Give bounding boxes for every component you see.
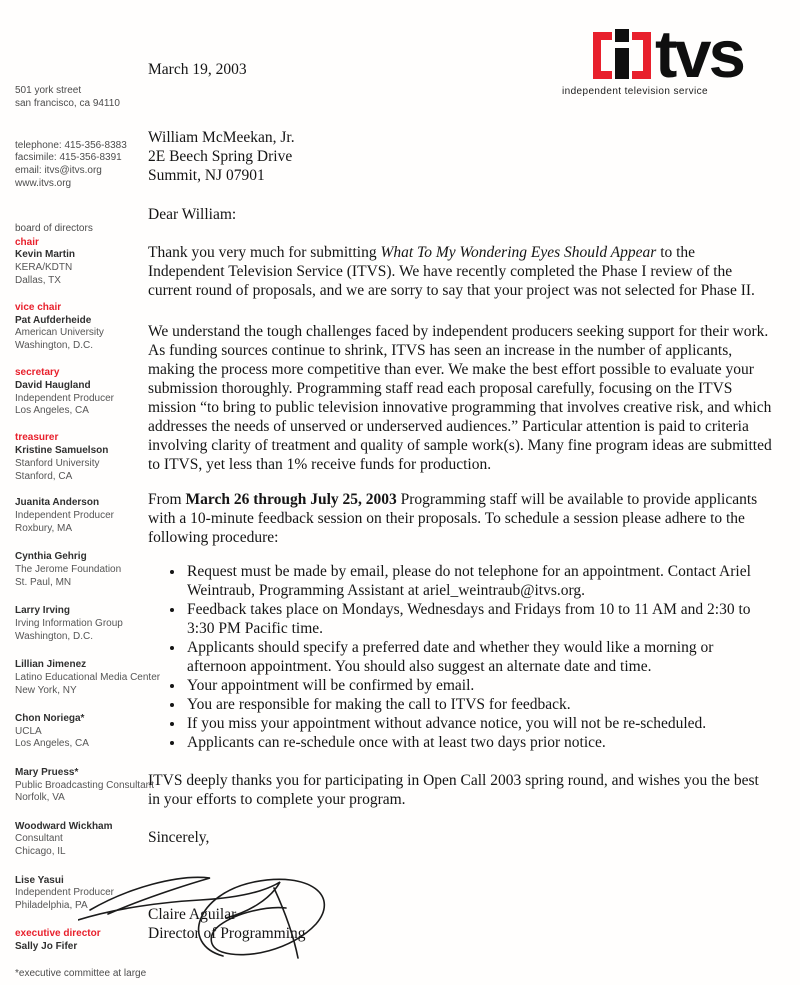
logo-tagline: independent television service — [562, 86, 708, 97]
board-role: chair — [15, 236, 39, 248]
paragraph-feedback-intro — [148, 490, 772, 547]
board-member-city: Washington, D.C. — [15, 340, 93, 352]
board-member-org: Consultant — [15, 833, 63, 845]
board-member-org: Independent Producer — [15, 887, 114, 899]
board-member-city: New York, NY — [15, 684, 77, 696]
paragraph-text: From — [148, 490, 186, 508]
board-member — [15, 302, 155, 353]
board-member-name: Pat Aufderheide — [15, 314, 92, 326]
address-block — [15, 85, 155, 111]
board-member-name: Larry Irving — [15, 605, 71, 617]
board-member-city: Chicago, IL — [15, 846, 66, 858]
board-member-org: Independent Producer — [15, 392, 114, 404]
paragraph-closing: ITVS deeply thanks you for participating in Open Call 2003 spring round, and wishes you the best in your efforts to complete your program. — [148, 772, 759, 808]
board-member — [15, 821, 155, 859]
paragraph-explanation: We understand the tough challenges faced by independent producers seeking support for their work. As funding sources continue to shrink, ITVS has seen an increase in the number of applicants, making the process more competitive than ever. We make the best effort possible to evaluate your submission thoroughly. Programming staff read each proposal carefully, focusing on the ITVS mission “to bring to public television innovative programming that involves creative risk, and which addresses the needs of unserved or underserved audiences.” Particular attention is paid to criteria involving clarity of treatment and quality of sample work(s). Many fine program ideas are submitted to ITVS, yet less than 1% receive funds for production. — [148, 323, 772, 473]
salutation: Dear William: — [148, 206, 237, 223]
bullet-item: • Your appointment will be confirmed by email. — [185, 676, 772, 695]
board-member — [15, 551, 155, 589]
board-member-org: The Jerome Foundation — [15, 564, 122, 576]
board-member-city: Dallas, TX — [15, 274, 61, 286]
recipient-street: 2E Beech Spring Drive — [148, 148, 293, 165]
bullet-item: • If you miss your appointment without advance notice, you will not be re-scheduled. — [185, 714, 772, 733]
recipient-name: William McMeekan, Jr. — [148, 129, 295, 146]
letter-body — [148, 0, 772, 943]
board-member-city: Los Angeles, CA — [15, 738, 89, 750]
paragraph-rejection — [148, 243, 772, 300]
board-member-city: Los Angeles, CA — [15, 405, 89, 417]
board-member-name: Juanita Anderson — [15, 497, 100, 509]
board-member — [15, 875, 155, 913]
website-line: www.itvs.org — [15, 177, 72, 189]
board-role: vice chair — [15, 301, 62, 313]
board-member-org: UCLA — [15, 725, 42, 737]
bullet-item: • Feedback takes place on Mondays, Wednesdays and Fridays from 10 to 11 AM and 2:30 to 3:30 PM Pacific time. — [185, 600, 772, 638]
board-member-name: Mary Pruess* — [15, 766, 79, 778]
board-member-org: Latino Educational Media Center — [15, 671, 161, 683]
board-role: executive director — [15, 928, 101, 940]
board-member-city: St. Paul, MN — [15, 576, 72, 588]
board-member-name: Woodward Wickham — [15, 820, 113, 832]
letter-date: March 19, 2003 — [148, 61, 247, 78]
board-member — [15, 237, 155, 288]
board-member — [15, 928, 155, 954]
paragraph-text: Thank you very much for submitting — [148, 244, 381, 261]
signer-name: Claire Aguilar — [148, 906, 237, 923]
bullet-item: • Request must be made by email, please do not telephone for an appointment. Contact Ariel Weintraub, Programming Assistant at ariel_weintraub@itvs.org. — [185, 562, 772, 600]
board-member-org: Independent Producer — [15, 510, 114, 522]
board-member-city: Stanford, CA — [15, 470, 73, 482]
board-member-name: Cynthia Gehrig — [15, 551, 87, 563]
recipient-address-block — [148, 128, 772, 185]
email-line: email: itvs@itvs.org — [15, 165, 102, 177]
address-line: 501 york street — [15, 85, 82, 96]
board-of-directors-heading: board of directors — [15, 222, 93, 234]
executive-committee-footnote: *executive committee at large — [15, 968, 147, 980]
board-member-city: Norfolk, VA — [15, 792, 65, 804]
board-member-name: Kristine Samuelson — [15, 444, 109, 456]
board-member — [15, 767, 155, 805]
facsimile-line: facsimile: 415-356-8391 — [15, 152, 122, 164]
board-member-name: Lillian Jimenez — [15, 659, 87, 670]
board-member — [15, 605, 155, 643]
recipient-city: Summit, NJ 07901 — [148, 167, 265, 184]
board-member-org: KERA/KDTN — [15, 262, 73, 274]
bullet-item: • You are responsible for making the call to ITVS for feedback. — [185, 695, 772, 714]
board-member-org: American University — [15, 327, 104, 339]
valediction: Sincerely, — [148, 829, 210, 846]
feedback-date-range: March 26 through July 25, 2003 — [185, 490, 397, 508]
contact-block — [15, 140, 155, 191]
board-member — [15, 367, 155, 418]
board-role: secretary — [15, 366, 60, 378]
board-member-name: Lise Yasui — [15, 874, 64, 886]
bullet-item: • Applicants can re-schedule once with at least two days prior notice. — [185, 733, 772, 752]
board-member-name: Chon Noriega* — [15, 712, 85, 724]
board-member — [15, 713, 155, 751]
project-title: What To My Wondering Eyes Should Appear — [380, 244, 657, 261]
telephone-line: telephone: 415-356-8383 — [15, 139, 127, 151]
paragraph-text: to the Independent Television Service (ITVS). We have recently completed the Phase I review of the current round of proposals, and we are sorry to say that your project was not selected for Phase II. — [148, 244, 755, 299]
board-member-city: Roxbury, MA — [15, 522, 73, 534]
board-member-name: Kevin Martin — [15, 249, 76, 261]
board-role: treasurer — [15, 432, 59, 444]
board-member-org: Stanford University — [15, 457, 100, 469]
sidebar — [15, 85, 161, 981]
board-member-city: Philadelphia, PA — [15, 900, 88, 912]
board-member-city: Washington, D.C. — [15, 630, 93, 642]
signer-title: Director of Programming — [148, 925, 306, 942]
board-member — [15, 659, 161, 697]
paragraph-text: Programming staff will be available to provide applicants with a 10-minute feedback session on their proposals. To schedule a session please adhere to the following procedure: — [148, 490, 758, 546]
bullet-item: • Applicants should specify a preferred date and whether they would like a morning or afternoon appointment. You should also suggest an alternate date and time. — [185, 638, 772, 676]
board-member-org: Public Broadcasting Consultant — [15, 779, 154, 791]
board-member-name: David Haugland — [15, 379, 91, 391]
board-member-name: Sally Jo Fifer — [15, 941, 78, 953]
procedure-bullet-list — [148, 562, 772, 752]
board-member — [15, 432, 155, 483]
board-member — [15, 497, 155, 535]
board-member-org: Irving Information Group — [15, 617, 123, 629]
address-line: san francisco, ca 94110 — [15, 97, 120, 109]
logo-tvs-text: tvs — [655, 17, 743, 92]
